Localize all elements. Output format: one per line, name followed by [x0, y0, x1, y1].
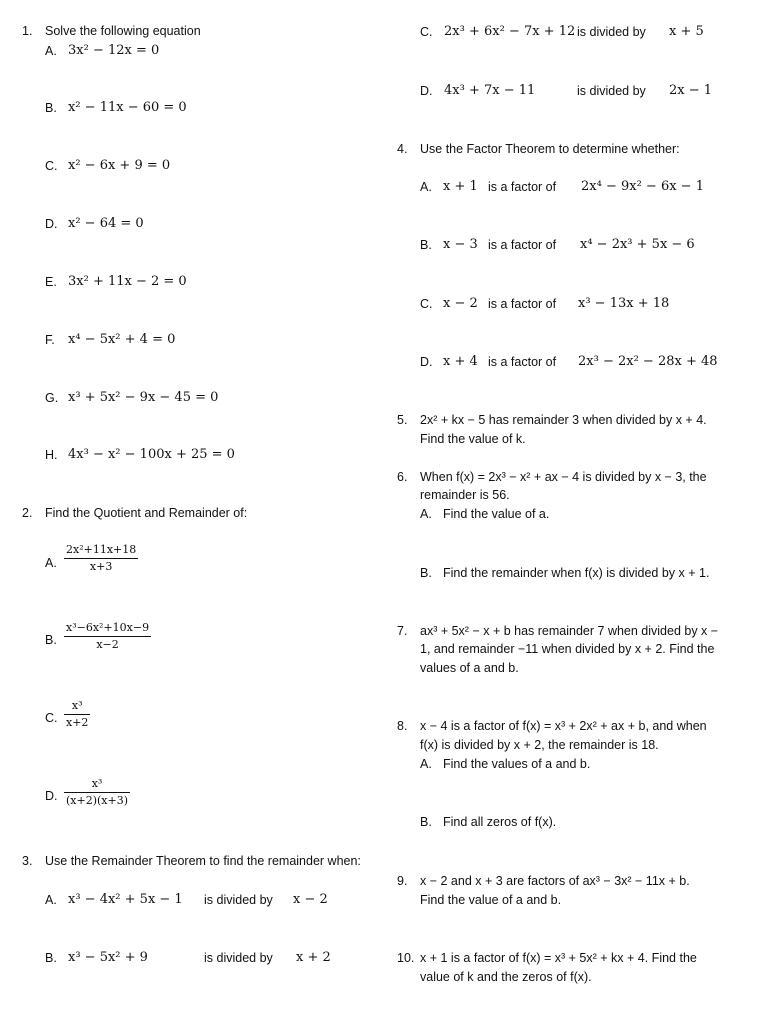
q3-c-divided-by: is divided by — [577, 25, 646, 39]
q10-number: 10. — [397, 951, 415, 965]
q1-b-label: B. — [45, 101, 57, 115]
q4-c-polynomial: x³ − 13x + 18 — [578, 296, 670, 311]
q8-number: 8. — [397, 719, 408, 733]
q7-number: 7. — [397, 624, 408, 638]
q4-b-factor-of: is a factor of — [488, 238, 557, 252]
q3-number: 3. — [22, 854, 33, 868]
q10-line-2: value of k and the zeros of f(x). — [420, 970, 592, 984]
q4-a-factor: x + 1 — [443, 179, 478, 194]
q2-b-label: B. — [45, 633, 57, 647]
q5-line-1: 2x² + kx − 5 has remainder 3 when divided by x + 4. — [420, 413, 707, 427]
q8-line-2: f(x) is divided by x + 2, the remainder is 18. — [420, 738, 659, 752]
q9-line-2: Find the value of a and b. — [420, 893, 562, 907]
q1-number: 1. — [22, 24, 33, 38]
q1-c-label: C. — [45, 159, 58, 173]
q1-h-label: H. — [45, 448, 58, 462]
q5-number: 5. — [397, 413, 408, 427]
q3-c-polynomial: 2x³ + 6x² − 7x + 12 — [444, 24, 576, 39]
q3-b-divided-by: is divided by — [204, 951, 273, 965]
q6-line-2: remainder is 56. — [420, 488, 510, 502]
q3-prompt: Use the Remainder Theorem to find the remainder when: — [45, 854, 361, 868]
q3-c-divisor: x + 5 — [669, 24, 704, 39]
q4-a-factor-of: is a factor of — [488, 180, 557, 194]
q3-a-label: A. — [45, 893, 57, 907]
q1-f-equation: x⁴ − 5x² + 4 = 0 — [68, 332, 176, 347]
q1-e-equation: 3x² + 11x − 2 = 0 — [68, 274, 187, 289]
q3-d-divided-by: is divided by — [577, 84, 646, 98]
q4-c-label: C. — [420, 297, 433, 311]
q1-c-equation: x² − 6x + 9 = 0 — [68, 158, 171, 173]
q6-line-1: When f(x) = 2x³ − x² + ax − 4 is divided by x − 3, the — [420, 470, 707, 484]
q6-a-label: A. — [420, 507, 432, 521]
q3-b-polynomial: x³ − 5x² + 9 — [68, 950, 148, 965]
q4-c-factor-of: is a factor of — [488, 297, 557, 311]
q1-e-label: E. — [45, 275, 57, 289]
q2-b-numerator: x³−6x²+10x−9 — [64, 620, 151, 637]
q3-d-label: D. — [420, 84, 433, 98]
q6-b-text: Find the remainder when f(x) is divided by x + 1. — [443, 566, 710, 580]
q4-prompt: Use the Factor Theorem to determine whether: — [420, 142, 680, 156]
q2-c-label: C. — [45, 711, 58, 725]
q4-d-label: D. — [420, 355, 433, 369]
q2-prompt: Find the Quotient and Remainder of: — [45, 506, 248, 520]
q7-line-1: ax³ + 5x² − x + b has remainder 7 when divided by x − — [420, 624, 719, 638]
q6-b-label: B. — [420, 566, 432, 580]
q2-number: 2. — [22, 506, 33, 520]
q1-a-equation: 3x² − 12x = 0 — [68, 43, 160, 58]
q9-number: 9. — [397, 874, 408, 888]
q4-a-label: A. — [420, 180, 432, 194]
q6-a-text: Find the value of a. — [443, 507, 550, 521]
q1-g-label: G. — [45, 391, 59, 405]
q1-f-label: F. — [45, 333, 55, 347]
q3-c-label: C. — [420, 25, 433, 39]
q4-d-factor-of: is a factor of — [488, 355, 557, 369]
q2-c-denominator: x+2 — [66, 716, 89, 729]
q6-number: 6. — [397, 470, 408, 484]
q4-a-polynomial: 2x⁴ − 9x² − 6x − 1 — [581, 179, 704, 194]
q1-b-equation: x² − 11x − 60 = 0 — [68, 100, 187, 115]
q3-d-polynomial: 4x³ + 7x − 11 — [444, 83, 536, 98]
q2-d-label: D. — [45, 789, 58, 803]
q4-number: 4. — [397, 142, 408, 156]
q1-a-label: A. — [45, 44, 57, 58]
q3-a-polynomial: x³ − 4x² + 5x − 1 — [68, 892, 183, 907]
q2-d-fraction — [64, 776, 130, 809]
q2-a-denominator: x+3 — [89, 560, 113, 573]
q4-d-factor: x + 4 — [443, 354, 478, 369]
q3-a-divided-by: is divided by — [204, 893, 273, 907]
q3-d-divisor: 2x − 1 — [669, 83, 713, 98]
q3-a-divisor: x − 2 — [293, 892, 328, 907]
q8-line-1: x − 4 is a factor of f(x) = x³ + 2x² + ax + b, and when — [420, 719, 707, 733]
q2-b-fraction — [64, 620, 151, 653]
q1-d-label: D. — [45, 217, 58, 231]
q4-d-polynomial: 2x³ − 2x² − 28x + 48 — [578, 354, 718, 369]
q5-line-2: Find the value of k. — [420, 432, 526, 446]
q4-b-factor: x − 3 — [443, 237, 478, 252]
q10-line-1: x + 1 is a factor of f(x) = x³ + 5x² + kx + 4. Find the — [420, 951, 697, 965]
q8-b-text: Find all zeros of f(x). — [443, 815, 557, 829]
q3-b-divisor: x + 2 — [296, 950, 331, 965]
q4-b-polynomial: x⁴ − 2x³ + 5x − 6 — [580, 237, 695, 252]
q1-d-equation: x² − 64 = 0 — [68, 216, 144, 231]
q3-b-label: B. — [45, 951, 57, 965]
q8-b-label: B. — [420, 815, 432, 829]
q2-a-numerator: 2x²+11x+18 — [64, 542, 138, 559]
q7-line-3: values of a and b. — [420, 661, 519, 675]
q2-a-label: A. — [45, 556, 57, 570]
q1-prompt: Solve the following equation — [45, 24, 201, 38]
q1-g-equation: x³ + 5x² − 9x − 45 = 0 — [68, 390, 219, 405]
q7-line-2: 1, and remainder −11 when divided by x + 2. Find the — [420, 642, 715, 656]
q2-a-fraction — [64, 542, 138, 575]
q2-d-numerator: x³ — [64, 776, 130, 793]
q9-line-1: x − 2 and x + 3 are factors of ax³ − 3x² − 11x + b. — [420, 874, 690, 888]
q2-b-denominator: x−2 — [96, 638, 119, 651]
q8-a-text: Find the values of a and b. — [443, 757, 591, 771]
q4-c-factor: x − 2 — [443, 296, 478, 311]
q2-c-numerator: x³ — [64, 698, 90, 715]
q8-a-label: A. — [420, 757, 432, 771]
q1-h-equation: 4x³ − x² − 100x + 25 = 0 — [68, 447, 235, 462]
q4-b-label: B. — [420, 238, 432, 252]
q2-c-fraction — [64, 698, 90, 731]
q2-d-denominator: (x+2)(x+3) — [66, 794, 129, 807]
